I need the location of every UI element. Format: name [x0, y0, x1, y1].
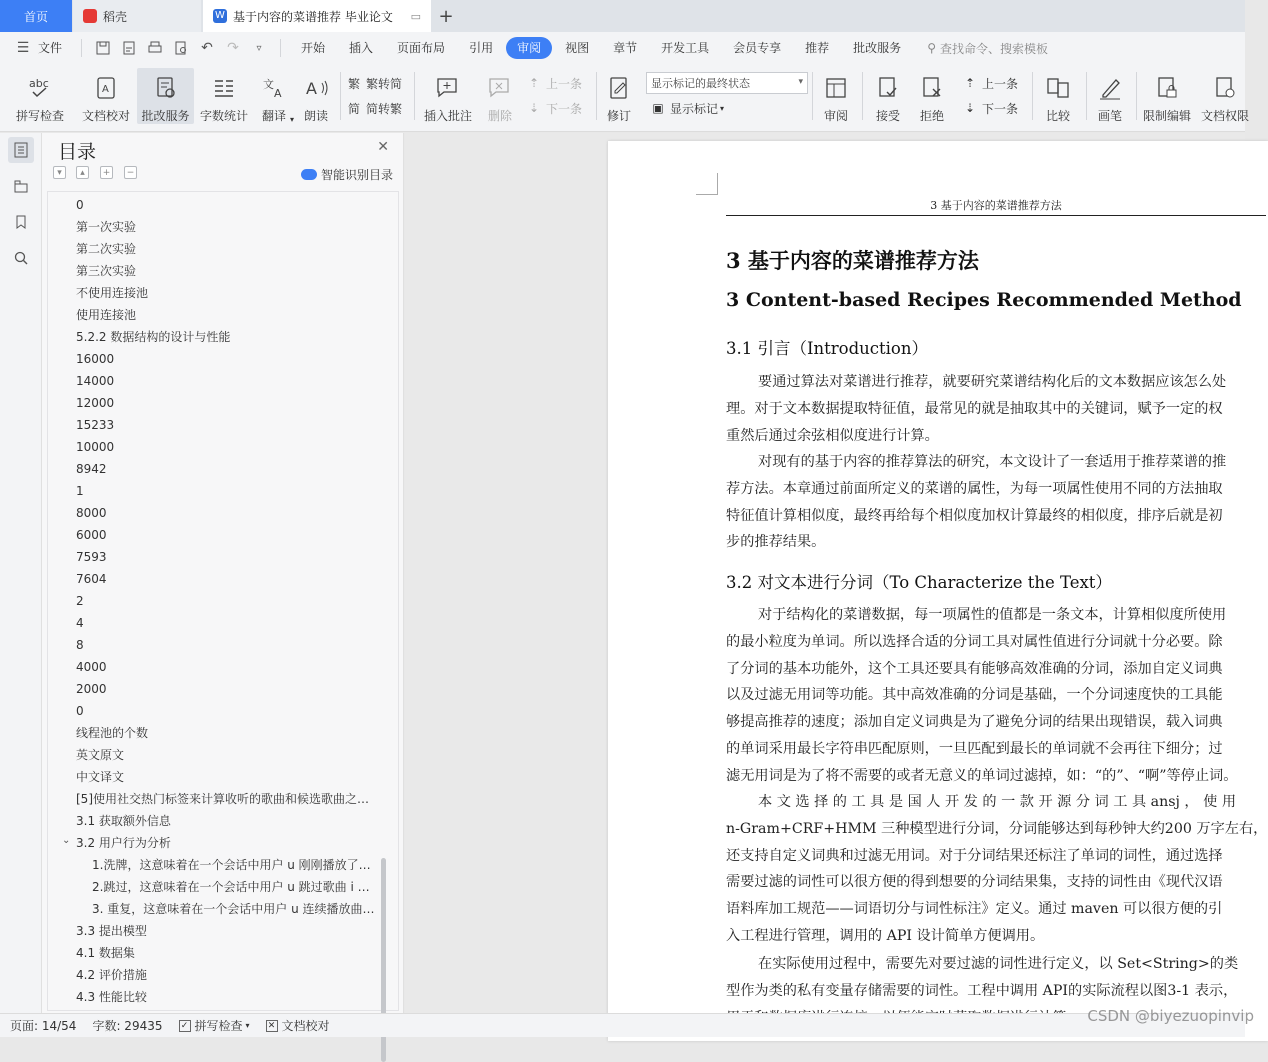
toc-item[interactable]: 4.1 数据集	[76, 946, 135, 960]
toc-item[interactable]: 8	[76, 638, 84, 652]
customize-chevron-icon[interactable]: ▿	[256, 42, 262, 54]
chapter-title-en: 3 Content-based Recipes Recommended Method	[726, 289, 1242, 311]
paragraph-line: 本 文 选 择 的 工 具 是 国 人 开 发 的 一 款 开 源 分 词 工 具 ansj ， 使 用	[758, 794, 1237, 810]
next-change-label: 下一条	[982, 101, 1019, 116]
tab-home[interactable]	[0, 0, 72, 32]
expand-up-icon[interactable]: ▴	[76, 166, 89, 179]
toc-item[interactable]: 4	[76, 616, 84, 630]
toc-panel-button[interactable]	[8, 137, 34, 163]
chapter-title-cn: 3 基于内容的菜谱推荐方法	[726, 248, 979, 273]
toc-panel	[42, 133, 404, 1013]
doc-permission-icon	[1212, 75, 1238, 101]
read-aloud-label: 朗读	[303, 109, 328, 123]
menu-bar	[0, 32, 1245, 64]
show-markup-icon: ▣	[652, 101, 664, 115]
section-3-1-heading: 3.1 引言（Introduction）	[726, 339, 928, 358]
ribbon-divider	[1032, 72, 1033, 120]
toc-list	[47, 191, 399, 1011]
menu-divider	[280, 39, 281, 57]
svg-text:A: A	[274, 87, 282, 100]
undo-icon[interactable]: ↶	[201, 40, 213, 56]
review-pane-icon	[823, 75, 849, 101]
docer-icon	[83, 9, 97, 23]
to-simplified-label: 简转繁	[366, 101, 403, 116]
toc-item[interactable]: 15233	[76, 418, 115, 432]
review-pane-label: 审阅	[823, 109, 848, 123]
remove-heading-icon[interactable]: −	[124, 166, 137, 179]
spell-check-label: 拼写检查	[15, 109, 64, 123]
delete-comment-label: 删除	[487, 109, 512, 123]
left-rail	[0, 133, 42, 1013]
paragraph-line: 入工程进行管理，调用的 API 设计简单方便调用。	[726, 928, 1045, 944]
running-header: 3 基于内容的菜谱推荐方法	[930, 199, 1062, 212]
paragraph-line: 对现有的基于内容的推荐算法的研究，本文设计了一套适用于推荐菜谱的推	[758, 454, 1227, 470]
ribbon-divider	[414, 72, 415, 120]
svg-text:abc: abc	[29, 77, 49, 90]
paragraph-line: 型作为类的私有变量存储需要的词性。工程中调用 API的实际流程以图3-1 表示，	[726, 982, 1238, 999]
bookmark-icon	[13, 214, 29, 230]
menu-tab-5[interactable]: 视图	[565, 41, 590, 55]
menu-tab-6[interactable]: 章节	[613, 41, 638, 55]
ribbon-divider	[862, 72, 863, 120]
restrict-edit-button[interactable]	[1140, 68, 1194, 124]
menu-tab-7[interactable]: 开发工具	[661, 41, 710, 55]
svg-text:A: A	[306, 79, 317, 98]
doc-permission-label: 文档权限	[1200, 109, 1249, 123]
tab-bar	[0, 0, 1245, 32]
smart-toc-button[interactable]	[301, 166, 393, 183]
search-icon	[13, 250, 29, 266]
word-count-icon	[211, 75, 237, 101]
accept-icon	[875, 75, 901, 101]
tab-home-label: 首页	[23, 9, 48, 24]
tab-docer[interactable]	[73, 0, 201, 32]
spell-check-button[interactable]	[8, 68, 72, 124]
toc-item[interactable]: [5]使用社交热门标签来计算收听的歌曲和候选歌曲之…	[76, 792, 370, 806]
paragraph-line: 对于结构化的菜谱数据，每一项属性的值都是一条文本，计算相似度所使用	[758, 607, 1227, 623]
menu-divider	[81, 39, 82, 57]
delete-comment-icon	[487, 75, 513, 101]
menu-file[interactable]: 文件	[38, 41, 63, 55]
tab-document[interactable]	[203, 0, 431, 32]
trad-icon: 繁	[347, 76, 360, 91]
paragraph-line: 需要过滤的词性可以很方便的得到想要的分词结果集，支持的词性由《现代汉语	[726, 874, 1223, 891]
toc-item[interactable]: 7604	[76, 572, 107, 586]
doc-proof-icon	[93, 75, 119, 101]
add-heading-icon[interactable]: +	[100, 166, 113, 179]
toc-item[interactable]: 3. 重复，这意味着在一个会话中用户 u 连续播放曲…	[92, 902, 375, 916]
to-traditional-label: 繁转简	[366, 76, 403, 91]
document-area[interactable]	[405, 133, 1268, 1013]
paragraph-line: 重然后通过余弦相似度进行计算。	[726, 427, 939, 444]
menu-tab-0[interactable]: 开始	[301, 41, 326, 55]
toc-item[interactable]: 线程池的个数	[76, 726, 149, 740]
paragraph-line: 以及过滤无用词等功能。其中高效准确的分词是基础，一个分词速度快的工具能	[726, 687, 1223, 704]
prev-change-label: 上一条	[982, 76, 1019, 91]
prev-comment-button[interactable]	[526, 72, 582, 94]
restrict-edit-label: 限制编辑	[1142, 109, 1191, 123]
toc-item[interactable]: 不使用连接池	[76, 286, 149, 300]
paragraph-line: 在实际使用过程中，需要先对要过滤的词性进行定义，以 Set<String>的类	[758, 956, 1239, 972]
translate-dropdown-icon: ▾	[289, 115, 294, 124]
word-count-indicator[interactable]: 字数: 29435	[92, 1019, 163, 1033]
translate-icon	[261, 75, 287, 101]
ribbon-divider	[812, 72, 813, 120]
compare-icon	[1045, 75, 1071, 101]
doc-proof-label: 文档校对	[81, 109, 130, 123]
toc-item[interactable]: 1.洗牌，这意味着在一个会话中用户 u 刚刚播放了…	[92, 858, 371, 872]
paragraph-line: 特征值计算相似度，最终再给每个相似度加权计算最终的相似度，排序后就是初	[726, 507, 1223, 524]
paragraph-line: 够提高推荐的速度；添加自定义词典是为了避免分词的结果出现错误，载入词典	[726, 714, 1223, 731]
spell-check-status-label: 拼写检查	[194, 1019, 243, 1033]
paragraph-line: 的单词采用最长字符串匹配原则，一旦匹配到最长的单词就不会再往下细分；过	[726, 741, 1223, 757]
menu-tab-3[interactable]: 引用	[469, 41, 494, 55]
print-preview-icon[interactable]	[171, 38, 191, 58]
search-icon: ⚲	[927, 41, 936, 55]
paragraph-line: n-Gram+CRF+HMM 三种模型进行分词，分词能够达到每秒钟大约200 万字左右，	[726, 820, 1268, 837]
lock-icon	[1154, 75, 1180, 101]
paragraph-line: 还支持自定义词典和过滤无用词。对于分词结果还标注了单词的词性，通过选择	[726, 847, 1223, 864]
reject-label: 拒绝	[919, 109, 944, 123]
menu-tab-1[interactable]: 插入	[349, 41, 374, 55]
insert-comment-label: 插入批注	[423, 109, 472, 123]
dropdown-arrow-icon: ▾	[798, 77, 803, 87]
find-button[interactable]	[8, 245, 34, 271]
toc-item[interactable]: 4.3 性能比较	[76, 990, 147, 1004]
show-markup-dropdown-icon: ▾	[720, 103, 725, 113]
toc-item[interactable]: 14000	[76, 374, 115, 388]
review-service-button[interactable]	[137, 68, 194, 124]
new-tab-button[interactable]	[432, 0, 460, 32]
paragraph-line: 要通过算法对菜谱进行推荐，就要研究菜谱结构化后的文本数据应该怎么处	[758, 374, 1227, 390]
to-simplified-button[interactable]	[346, 97, 402, 119]
next-comment-label: 下一条	[546, 101, 583, 116]
ribbon-divider	[340, 72, 341, 120]
translate-button[interactable]	[256, 68, 292, 124]
toc-item[interactable]: 8942	[76, 462, 107, 476]
read-aloud-button[interactable]	[298, 68, 334, 124]
prev-comment-label: 上一条	[546, 76, 583, 91]
review-service-icon	[153, 75, 179, 101]
toc-item[interactable]: 第三次实验	[76, 264, 137, 278]
ribbon-review	[0, 64, 1249, 132]
read-aloud-icon	[303, 75, 329, 101]
review-pane-button[interactable]	[816, 68, 856, 124]
paragraph-line: 荐方法。本章通过前面所定义的菜谱的属性，为每一项属性使用不同的方法抽取	[726, 480, 1223, 497]
doc-proof-status[interactable]	[266, 1017, 330, 1034]
toc-item[interactable]: 第一次实验	[76, 220, 137, 234]
spell-check-icon	[27, 75, 53, 101]
toc-item[interactable]: 10000	[76, 440, 115, 454]
header-rule	[726, 215, 1266, 216]
spell-check-status-icon: ✓	[179, 1020, 191, 1032]
menu-tab-2[interactable]: 页面布局	[397, 41, 446, 55]
status-bar	[0, 1013, 1245, 1037]
doc-proof-status-icon: ✕	[266, 1020, 278, 1032]
toc-item[interactable]: 2.跳过，这意味着在一个会话中用户 u 跳过歌曲 i …	[92, 880, 370, 894]
next-change-button[interactable]	[962, 97, 1018, 119]
toc-item[interactable]: 0	[76, 704, 84, 718]
insert-comment-icon	[435, 75, 461, 101]
csdn-watermark: CSDN @biyezuopinvip	[1087, 1007, 1254, 1025]
compare-label: 比较	[1045, 109, 1070, 123]
navigation-pane-button[interactable]	[8, 173, 34, 199]
markup-state-select[interactable]	[646, 72, 808, 94]
ribbon-divider	[1086, 72, 1087, 120]
to-traditional-button[interactable]	[346, 72, 402, 94]
command-search[interactable]	[927, 40, 1048, 57]
menu-tabs	[289, 37, 913, 59]
translate-label: 翻译	[261, 109, 286, 123]
doc-permission-button[interactable]	[1198, 68, 1252, 124]
toc-item[interactable]: 中文译文	[76, 770, 125, 784]
document-page[interactable]	[608, 141, 1268, 1041]
next-comment-button[interactable]	[526, 97, 582, 119]
menu-tab-8[interactable]: 会员专享	[733, 41, 782, 55]
smart-toc-label: 智能识别目录	[320, 168, 393, 182]
compare-button[interactable]	[1036, 68, 1080, 124]
paragraph-line: 的最小粒度为单词。所以选择合适的分词工具对属性值进行分词就十分必要。除	[726, 633, 1223, 650]
doc-proof-status-label: 文档校对	[281, 1019, 330, 1033]
toc-item[interactable]: 3.2 用户行为分析	[76, 836, 171, 850]
page-indicator[interactable]: 页面: 14/54	[10, 1019, 77, 1033]
next-comment-icon: ⇣	[528, 101, 540, 115]
close-icon[interactable]: ✕	[377, 139, 389, 155]
toc-item[interactable]: 4000	[76, 660, 107, 674]
expand-caret-icon[interactable]: ⌄	[62, 835, 71, 846]
reject-icon	[919, 75, 945, 101]
word-count-label: 字数统计	[199, 109, 248, 123]
insert-comment-button[interactable]	[420, 68, 476, 124]
prev-change-button[interactable]	[962, 72, 1018, 94]
paragraph-line: 滤无用词是为了将不需要的或者无意义的单词过滤掉，如：“的”、“啊”等停止词。	[726, 767, 1238, 784]
accept-label: 接受	[875, 109, 900, 123]
prev-comment-icon: ⇡	[528, 76, 540, 90]
svg-text:A: A	[102, 84, 109, 95]
next-change-icon: ⇣	[964, 101, 976, 115]
print-icon[interactable]	[145, 38, 165, 58]
track-changes-button[interactable]	[600, 68, 638, 124]
tab-docer-label: 稻壳	[103, 9, 128, 24]
track-changes-label: 修订	[606, 109, 631, 123]
toc-title: 目录	[58, 141, 97, 163]
accept-button[interactable]	[868, 68, 908, 124]
toc-item[interactable]: 0	[76, 198, 84, 212]
save-icon[interactable]	[93, 38, 113, 58]
svg-text:文: 文	[263, 78, 274, 91]
tab-document-label: 基于内容的菜谱推荐 毕业论文	[233, 9, 393, 24]
show-markup-label: 显示标记	[670, 101, 719, 116]
word-doc-icon: W	[213, 9, 227, 23]
ink-label: 画笔	[1097, 109, 1122, 123]
pen-icon	[1097, 75, 1123, 101]
toc-item[interactable]: 6000	[76, 528, 107, 542]
paragraph-line: 语料库加工规范——词语切分与词性标注》定义。通过 maven 可以很方便的引	[726, 901, 1223, 918]
toc-item[interactable]: 第二次实验	[76, 242, 137, 256]
section-3-2-heading: 3.2 对文本进行分词（To Characterize the Text）	[726, 573, 1112, 592]
redo-icon[interactable]: ↷	[227, 40, 239, 56]
menu-tab-4[interactable]: 审阅	[506, 37, 552, 59]
toc-item[interactable]: 使用连接池	[76, 308, 137, 322]
toc-icon	[13, 142, 29, 158]
chapter-nav-icon	[13, 178, 29, 194]
toc-item[interactable]: 3.1 获取额外信息	[76, 814, 171, 828]
toc-item[interactable]: 16000	[76, 352, 115, 366]
spell-check-dropdown-icon: ▾	[245, 1021, 250, 1030]
markup-state-value: 显示标记的最终状态	[651, 77, 750, 90]
track-changes-icon	[606, 75, 632, 101]
review-service-label: 批改服务	[141, 109, 190, 123]
cloud-icon	[301, 169, 317, 180]
prev-change-icon: ⇡	[964, 76, 976, 90]
toc-item[interactable]: 英文原文	[76, 748, 125, 762]
toc-item[interactable]: 4.2 评价措施	[76, 968, 147, 982]
paragraph-line: 步的推荐结果。	[726, 534, 826, 551]
toc-item[interactable]: 2	[76, 594, 84, 608]
doc-proof-button[interactable]	[78, 68, 134, 124]
collapse-all-icon[interactable]: ▾	[53, 166, 66, 179]
tab-pin-icon[interactable]: ▭	[410, 9, 421, 23]
command-search-placeholder: 查找命令、搜索模板	[939, 41, 1048, 56]
reject-button[interactable]	[912, 68, 952, 124]
toc-item[interactable]: 1	[76, 484, 84, 498]
show-markup-button[interactable]	[650, 97, 724, 119]
paragraph-line: 了分词的基本功能外，这个工具还要具有能够高效准确的分词，添加自定义词典	[726, 660, 1223, 677]
ribbon-divider	[1136, 72, 1137, 120]
delete-comment-button[interactable]	[480, 68, 520, 124]
spell-check-status[interactable]	[179, 1017, 250, 1034]
hamburger-icon[interactable]: ☰	[16, 40, 30, 56]
toc-item[interactable]: 7593	[76, 550, 107, 564]
margin-corner-mark	[696, 173, 718, 195]
toc-item[interactable]: 8000	[76, 506, 107, 520]
paragraph-line: 理。对于文本数据提取特征值，最常见的就是抽取其中的关键词，赋予一定的权	[726, 400, 1223, 417]
bookmark-button[interactable]	[8, 209, 34, 235]
toc-item[interactable]: 3.3 提出模型	[76, 924, 147, 938]
toc-item[interactable]: 2000	[76, 682, 107, 696]
menu-tab-9[interactable]: 推荐	[805, 41, 830, 55]
ink-button[interactable]	[1090, 68, 1130, 124]
menu-tab-10[interactable]: 批改服务	[853, 41, 902, 55]
new-tab-label: +	[438, 5, 454, 27]
export-pdf-icon[interactable]	[119, 38, 139, 58]
simp-icon: 简	[347, 101, 360, 116]
toc-item[interactable]: 12000	[76, 396, 115, 410]
ribbon-divider	[596, 72, 597, 120]
word-count-button[interactable]	[198, 68, 250, 124]
toc-item[interactable]: 5.2.2 数据结构的设计与性能	[76, 330, 231, 344]
